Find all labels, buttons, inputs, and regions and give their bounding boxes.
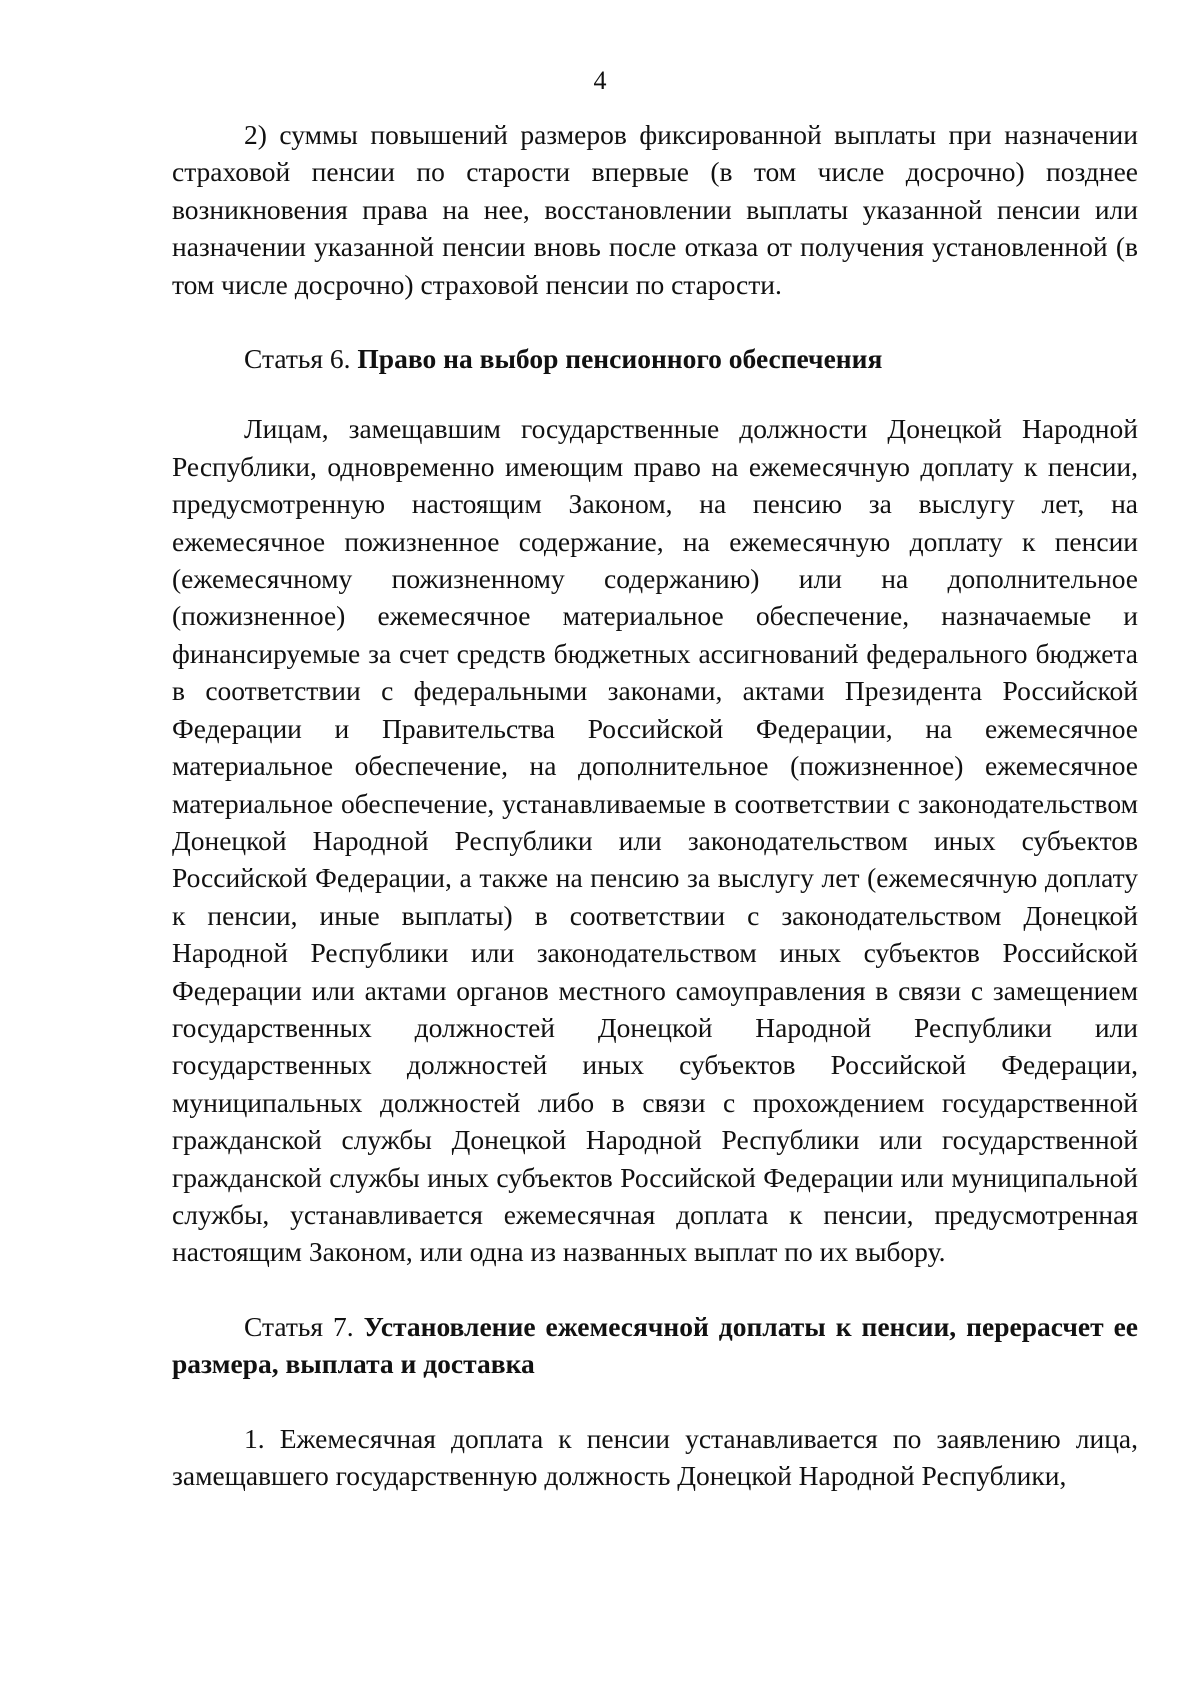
paragraph-pension-increase: 2) суммы повышений размеров фиксированной выплаты при назначении страховой пенсии по старости впервые (в том числе досрочно) позднее возникновения права на нее, восстановлении выплаты указанной пенсии или назначении указанной пенсии вновь после отказа от получения установленной (в том числе досрочно) страховой пенсии по старости. [172,119,1138,300]
article-7-prefix: Статья 7. [244,1310,354,1342]
document-body [172,116,1138,1494]
page-number: 4 [593,66,607,95]
article-6-heading [172,340,1138,377]
paragraph-right-of-choice: Лицам, замещавшим государственные должности Донецкой Народной Республики, одновременно имеющим право на ежемесячную доплату к пенсии, предусмотренную настоящим Законом, на пенсию за выслугу лет, на ежемесячное пожизненное содержание, на ежемесячную доплату к пенсии (ежемесячному пожизненному содержанию) или на дополнительное (пожизненное) ежемесячное материальное обеспечение, назначаемые и финансируемые за счет средств бюджетных ассигнований федерального бюджета в соответствии с федеральными законами, актами Президента Российской Федерации и Правительства Российской Федерации, на ежемесячное материальное обеспечение, на дополнительное (пожизненное) ежемесячное материальное обеспечение, устанавливаемые в соответствии с законодательством Донецкой Народной Республики или законодательством иных субъектов Российской Федерации, а также на пенсию за выслугу лет (ежемесячную доплату к пенсии, иные выплаты) в соответствии с законодательством Донецкой Народной Республики или законодательством иных субъектов Российской Федерации или актами органов местного самоуправления в связи с замещением государственных должностей Донецкой Народной Республики или государственных должностей иных субъектов Российской Федерации, муниципальных должностей либо в связи с прохождением государственной гражданской службы Донецкой Народной Республики или государственной гражданской службы иных субъектов Российской Федерации или муниципальной службы, устанавливается ежемесячная доплата к пенсии, предусмотренная настоящим Законом, или одна из названных выплат по их выбору. [172,413,1138,1268]
article-6-title: Право на выбор пенсионного обеспечения [357,343,883,375]
article-7-heading [172,1308,1138,1383]
article-6-prefix: Статья 6. [244,343,351,375]
paragraph-establishment: 1. Ежемесячная доплата к пенсии устанавливается по заявлению лица, замещавшего государственную должность Донецкой Народной Республики, [172,1422,1138,1491]
article-7-title: Установление ежемесячной доплаты к пенсии, перерасчет ее размера, выплата и доставка [172,1310,1138,1380]
